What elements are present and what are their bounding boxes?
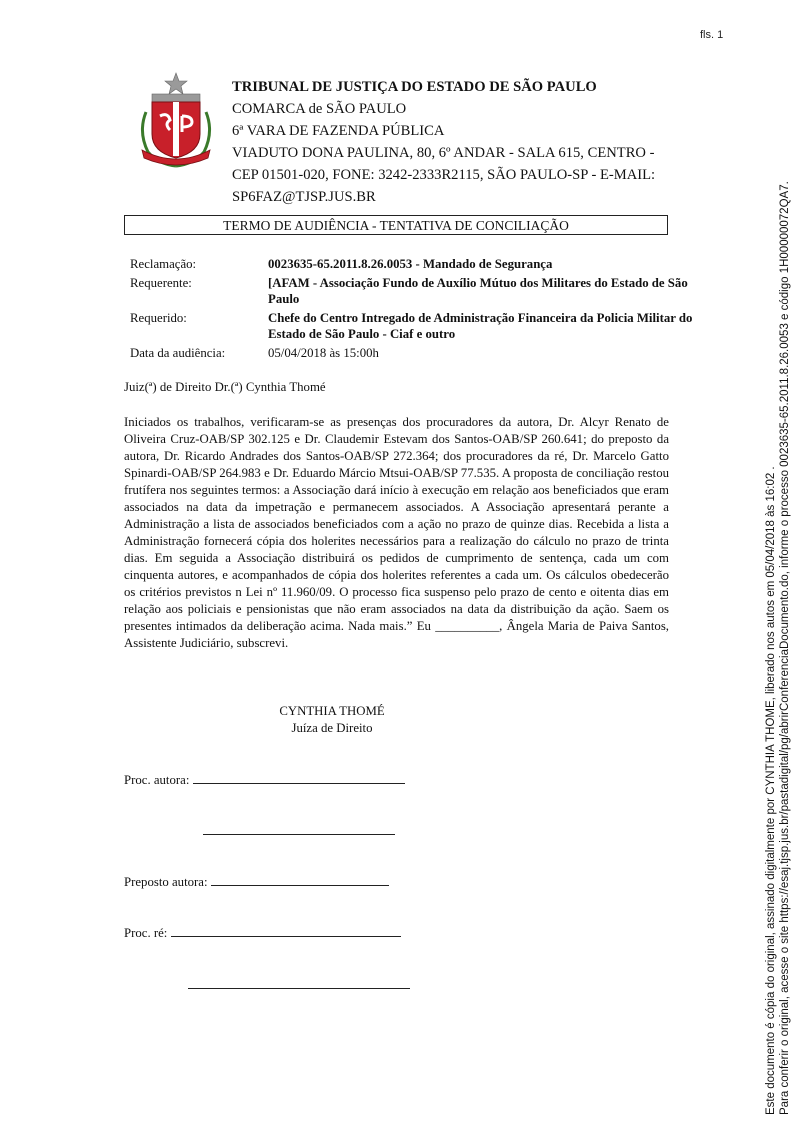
case-info-value: Chefe do Centro Intregado de Administração Financeira da Policia Militar do Estado de São Paulo - Ciaf e outro xyxy=(268,310,693,341)
address-line-1: VIADUTO DONA PAULINA, 80, 6º ANDAR - SALA 615, CENTRO - xyxy=(232,145,655,161)
case-info-row xyxy=(130,310,720,343)
proc-re-label: Proc. ré: xyxy=(124,926,168,940)
signature-blank xyxy=(203,833,395,835)
proc-autora-label: Proc. autora: xyxy=(124,773,190,787)
judge-signature xyxy=(270,703,394,737)
signature-blank xyxy=(193,771,405,784)
case-info-value: [AFAM - Associação Fundo de Auxílio Mútuo dos Militares do Estado de São Paulo xyxy=(268,275,688,306)
document-title: TERMO DE AUDIÊNCIA - TENTATIVA DE CONCILIAÇÃO xyxy=(124,215,668,235)
proc-autora-line xyxy=(124,771,405,788)
case-info-label: Reclamação: xyxy=(130,257,197,271)
court-name: TRIBUNAL DE JUSTIÇA DO ESTADO DE SÃO PAULO xyxy=(232,79,597,95)
judge-role: Juíza de Direito xyxy=(291,721,373,735)
preposto-autora-line xyxy=(124,873,389,890)
address-line-2: CEP 01501-020, FONE: 3242-2333R2115, SÃO PAULO-SP - E-MAIL: xyxy=(232,167,656,183)
case-info-label: Requerente: xyxy=(130,275,192,290)
signature-blank xyxy=(188,987,410,989)
case-info-value: 05/04/2018 às 15:00h xyxy=(268,345,379,360)
side-note-line-2: Para conferir o original, acesse o site https://esaj.tjsp.jus.br/pastadigital/pg/abrirConferenciaDocumento.do, informe o processo 0023635-65.2011.8.26.0053 e código 1H00000072QA7. xyxy=(779,181,791,1115)
sao-paulo-seal-icon xyxy=(134,72,218,168)
side-note-line-1: Este documento é cópia do original, assinado digitalmente por CYNTHIA THOME, liberado nos autos em 05/04/2018 às 16:02 . xyxy=(765,466,777,1115)
case-info xyxy=(130,256,720,363)
judge-line: Juiz(ª) de Direito Dr.(ª) Cynthia Thomé xyxy=(124,380,326,394)
case-info-label: Requerido: xyxy=(130,310,187,325)
signature-blank xyxy=(211,873,389,886)
signature-blank xyxy=(171,924,401,937)
digital-signature-note xyxy=(764,115,792,1115)
preposto-autora-label: Preposto autora: xyxy=(124,875,208,889)
case-info-row xyxy=(130,275,720,308)
page-number: fls. 1 xyxy=(700,29,724,41)
case-info-value: 0023635-65.2011.8.26.0053 - Mandado de Segurança xyxy=(268,257,553,271)
judge-name: CYNTHIA THOMÉ xyxy=(279,704,385,718)
comarca: COMARCA de SÃO PAULO xyxy=(232,101,407,117)
address-line-3: SP6FAZ@TJSP.JUS.BR xyxy=(232,189,376,205)
vara: 6ª VARA DE FAZENDA PÚBLICA xyxy=(232,123,445,139)
proc-re-line xyxy=(124,924,401,941)
case-info-row xyxy=(130,345,720,362)
case-info-label: Data da audiência: xyxy=(130,345,226,360)
court-header xyxy=(232,76,655,208)
hearing-text: Iniciados os trabalhos, verificaram-se as presenças dos procuradores da autora, Dr. Alcyr Renato de Oliveira Cruz-OAB/SP 302.125 e Dr. Claudemir Estevam dos Santos-OAB/SP 260.641; do preposto da autora, Dr. Ricardo Andrades dos Santos-OAB/SP 272.364; dos procuradores da ré, Dr. Marcelo Gatto Spinardi-OAB/SP 264.983 e Dr. Eduardo Márcio Mtsui-OAB/SP 77.535. A proposta de conciliação restou frutífera nos seguintes termos: a Associação dará início à execução em relação aos beneficiados que eram associados na data da impetração e permanecem associados. A Associação apresentará perante a Administração a lista de associados beneficiados com a ação no prazo de quinze dias. Recebida a lista a Administração fornecerá cópia dos holerites necessários para a realização do cálculo no prazo de trinta dias. Em seguida a Associação distribuirá os pedidos de cumprimento de sentença, cada um com cinquenta autores, e acompanhados de cópia dos holerites referentes a cada um. Os cálculos obedecerão os critérios previstos n Lei nº 11.960/09. O processo fica suspenso pelo prazo de cento e oitenta dias em relação aos policiais e pensionistas que não eram associados na data da distribuição da ação. Saem os presentes intimados da deliberação acima. Nada mais.” Eu __________, Ângela Maria de Paiva Santos, Assistente Judiciário, subscrevi. xyxy=(124,415,669,650)
case-info-row xyxy=(130,256,720,273)
